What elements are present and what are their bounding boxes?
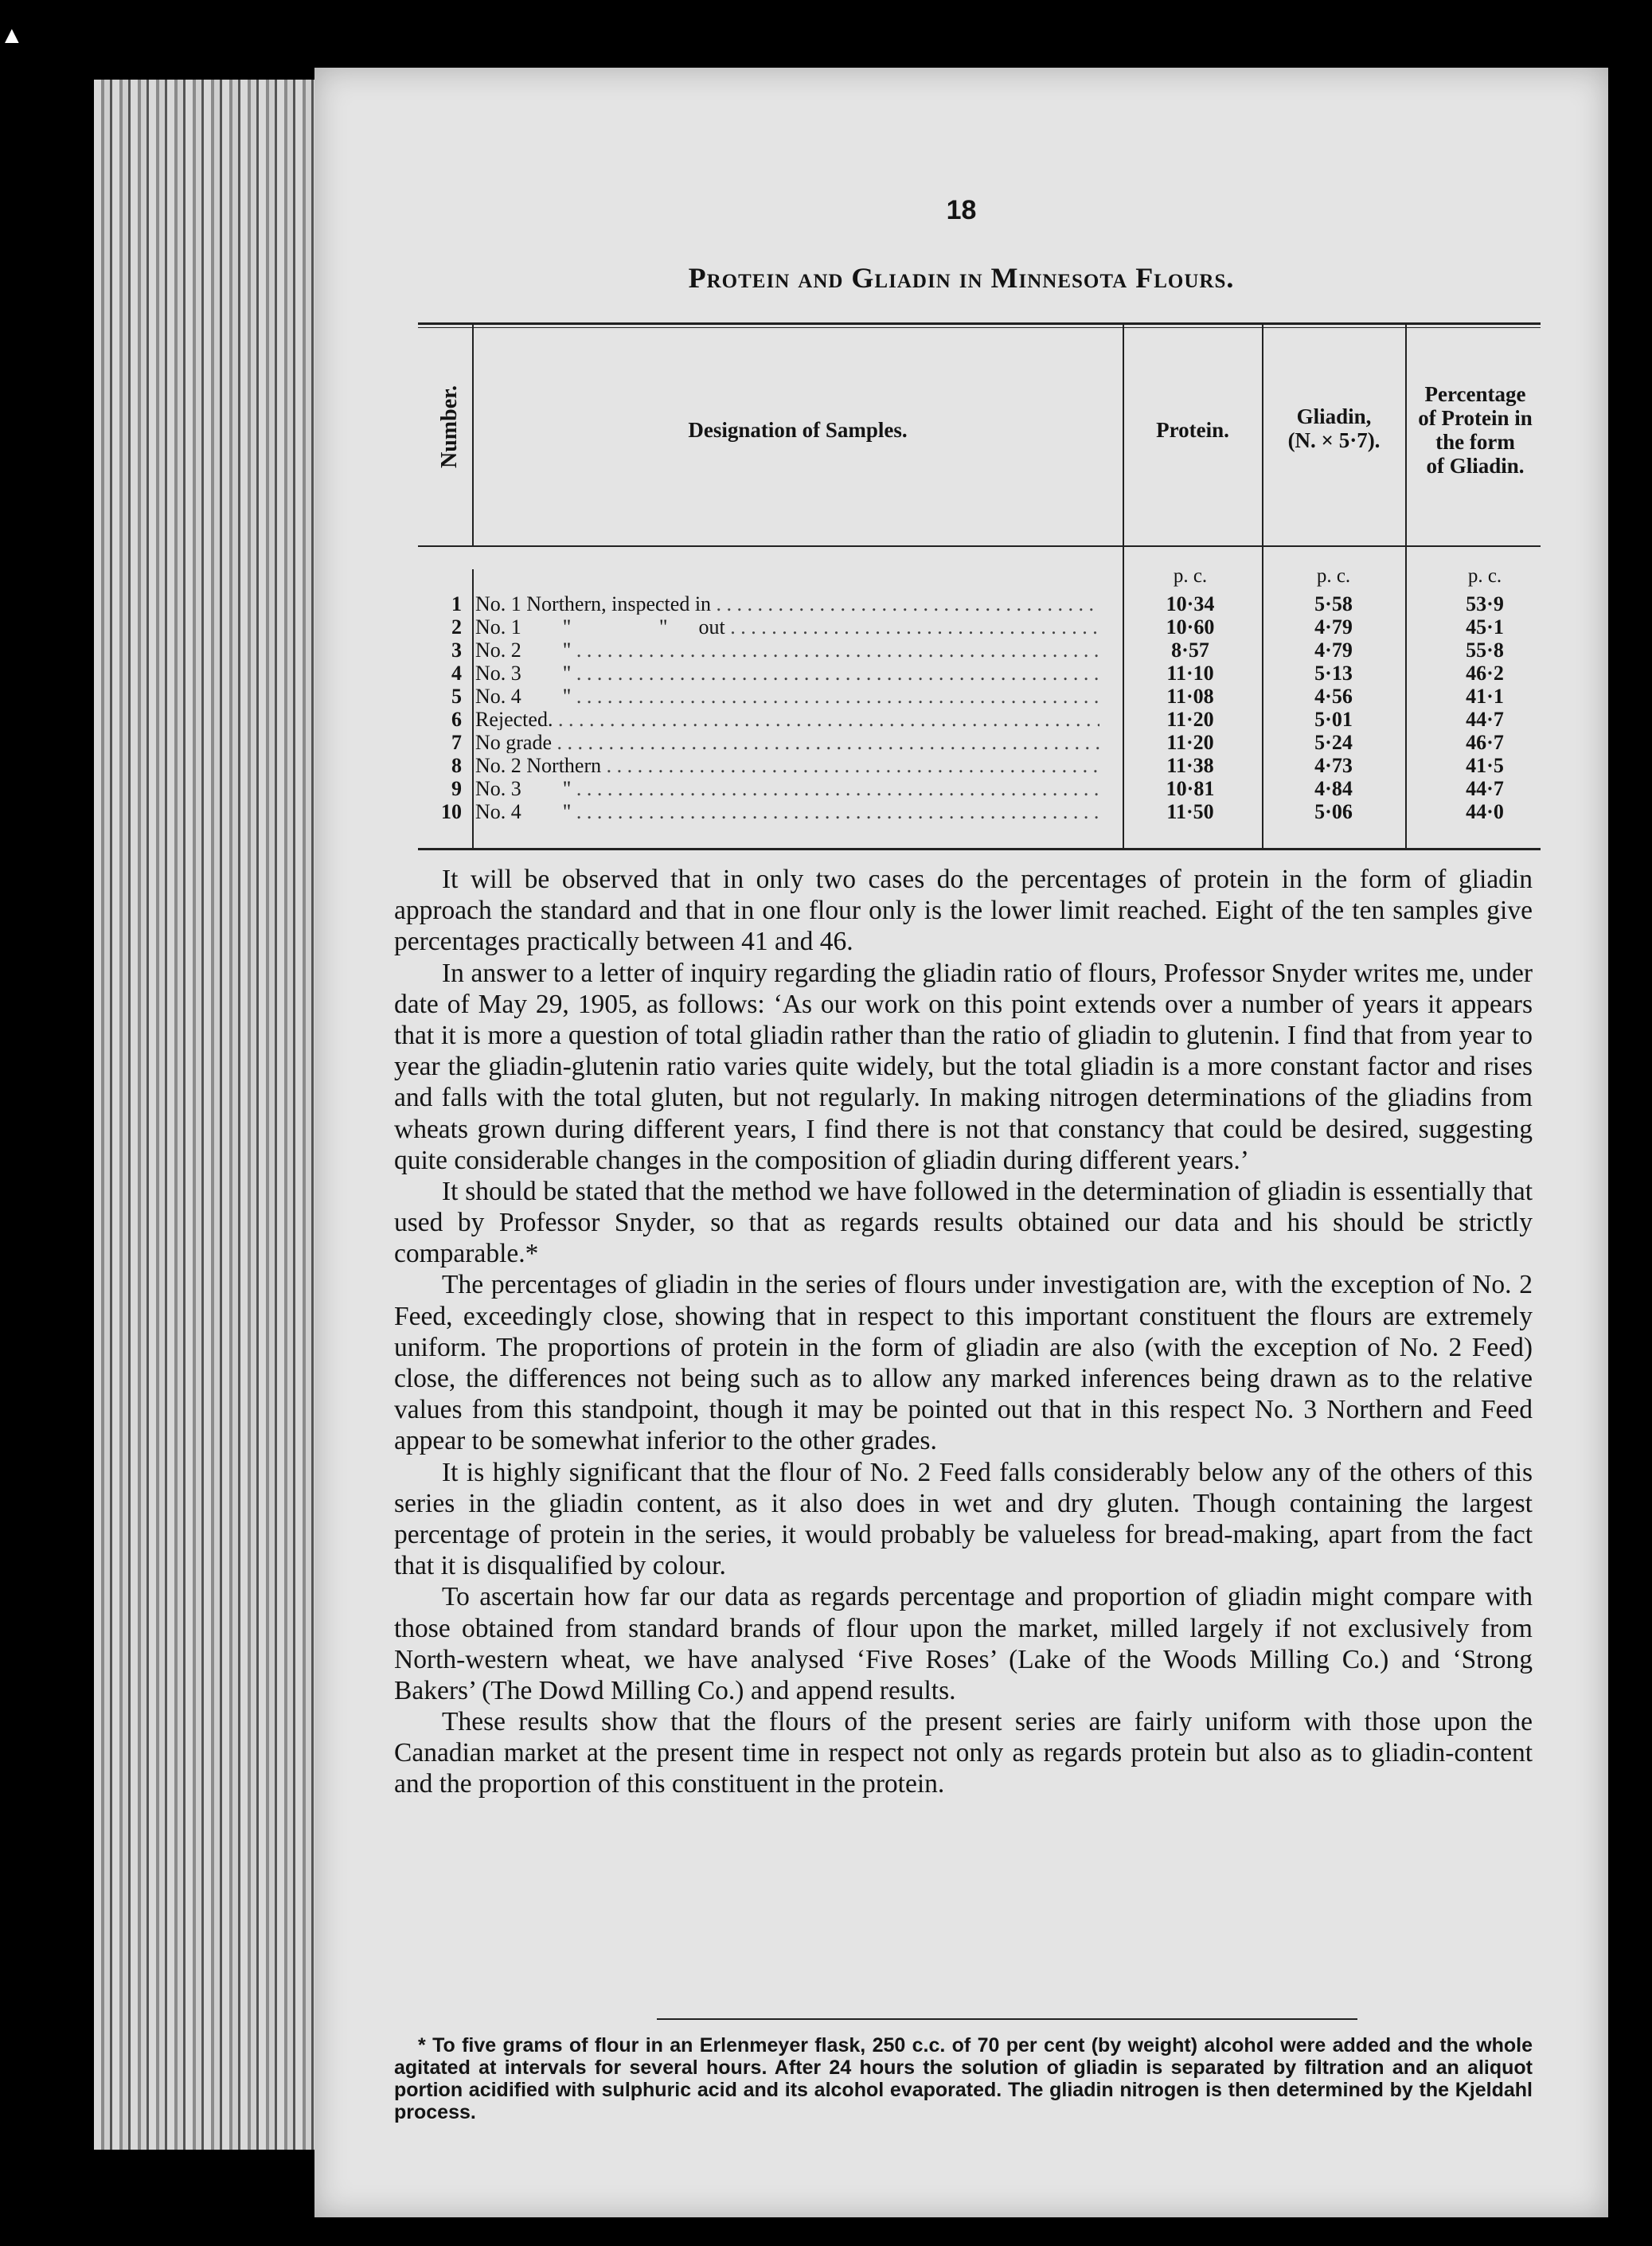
row-designation: No. 4 " . . . <box>475 686 1099 707</box>
row-protein: 11·20 <box>1166 708 1214 731</box>
table-row <box>418 709 1541 730</box>
book-page <box>314 68 1608 2217</box>
paragraph: It will be observed that in only two cases do the percentages of protein in the form of gliadin approach the standard and that in one flour only is the lower limit reached. Eight of the ten samples give percentages practically between 41 and 46. <box>394 865 1533 957</box>
table-top-rule <box>418 322 1541 325</box>
row-gliadin: 5·58 <box>1314 592 1353 615</box>
row-designation: No. 2 " . . . <box>475 639 1099 661</box>
page-number: 18 <box>946 195 977 225</box>
row-gliadin: 4·56 <box>1314 685 1353 708</box>
footnote-rule <box>657 2018 1357 2020</box>
table-row <box>418 662 1541 684</box>
paragraph: It is highly significant that the flour of No. 2 Feed falls considerably below any of the others of this series in the gliadin content, as it also does in wet and dry gluten. Though containing the largest percentage of protein in the series, it would probably be valueless for bread-making, apart from the fact that it is disqualified by colour. <box>394 1457 1533 1581</box>
paragraph: It should be stated that the method we have followed in the determination of gliadin is essentially that used by Professor Snyder, so that as regards results obtained our data and his should be strictly comparable.* <box>394 1176 1533 1269</box>
header-percentage-line: of Protein in <box>1418 406 1533 430</box>
paragraph: The percentages of gliadin in the series of flours under investigation are, with the exception of No. 2 Feed, exceedingly close, showing that in respect to this important constituent the flours are extremely uniform. The proportions of protein in the form of gliadin are also (with the exception of No. 2 Feed) close, the differences not being such as to allow any marked inferences being drawn as to the relative values from this standpoint, though it may be pointed out that in this respect No. 3 Northern and Feed appear to be somewhat inferior to the other grades. <box>394 1270 1533 1456</box>
row-protein: 10·81 <box>1166 777 1215 800</box>
header-number: Number. <box>437 385 462 468</box>
row-protein: 11·50 <box>1166 800 1214 823</box>
row-percentage: 44·0 <box>1466 800 1504 823</box>
row-percentage: 46·2 <box>1466 662 1504 685</box>
header-gliadin-line: (N. × 5·7). <box>1287 428 1381 452</box>
row-percentage: 44·7 <box>1466 777 1504 800</box>
row-protein: 8·57 <box>1171 639 1209 662</box>
table-header-rule <box>418 545 1541 547</box>
row-designation: No. 1 " " out . . . <box>475 616 1099 638</box>
row-protein: 11·08 <box>1166 685 1214 708</box>
row-gliadin: 4·73 <box>1314 754 1353 777</box>
header-percentage-line: of Gliadin. <box>1426 454 1525 478</box>
row-percentage: 46·7 <box>1466 731 1504 754</box>
table-row <box>418 778 1541 799</box>
unit-percentage: p. c. <box>1467 565 1502 587</box>
row-protein: 10·34 <box>1166 592 1215 615</box>
table-row <box>418 686 1541 707</box>
row-designation: No. 2 Northern . . . <box>475 755 1099 776</box>
row-designation: Rejected. . . . <box>475 709 1099 730</box>
row-designation: No. 3 " . . . <box>475 778 1099 799</box>
row-number: 1 <box>451 592 462 615</box>
table-row <box>418 616 1541 638</box>
header-designation: Designation of Samples. <box>688 418 908 442</box>
row-protein: 11·38 <box>1166 754 1214 777</box>
header-gliadin-line: Gliadin, <box>1296 404 1372 428</box>
book-page-edges <box>94 80 325 2150</box>
table-top-rule-thin <box>418 327 1541 328</box>
table-row <box>418 801 1541 822</box>
row-gliadin: 5·01 <box>1314 708 1353 731</box>
row-number: 4 <box>451 662 462 685</box>
row-number: 8 <box>451 754 462 777</box>
table-row <box>418 732 1541 753</box>
footnote-text: * To five grams of flour in an Erlenmeyer flask, 250 c.c. of 70 per cent (by weight) alcohol were added and the whole agitated at intervals for several hours. After 24 hours the solution of gliadin is separated by filtration and an aliquot portion acidified with sulphuric acid and its alcohol evaporated. The gliadin nitrogen is then determined by the Kjeldahl process. <box>394 2034 1533 2123</box>
row-gliadin: 4·84 <box>1314 777 1353 800</box>
row-designation: No. 4 " . . . <box>475 801 1099 822</box>
row-percentage: 41·1 <box>1466 685 1504 708</box>
row-gliadin: 5·24 <box>1314 731 1353 754</box>
body-text <box>394 864 1533 1800</box>
data-table <box>418 322 1541 856</box>
header-gliadin <box>1264 404 1404 452</box>
row-number: 9 <box>451 777 462 800</box>
row-designation: No. 3 " . . . <box>475 662 1099 684</box>
row-percentage: 55·8 <box>1466 639 1504 662</box>
corner-mark: ▲ <box>0 22 24 49</box>
table-title: Protein and Gliadin in Minnesota Flours. <box>688 262 1235 294</box>
header-percentage <box>1408 382 1543 478</box>
row-number: 6 <box>451 708 462 731</box>
paragraph: These results show that the flours of the present series are fairly uniform with those upon the Canadian market at the present time in respect not only as regards protein but also as to gliadin-content and the proportion of this constituent in the protein. <box>394 1707 1533 1799</box>
unit-gliadin: p. c. <box>1316 565 1351 587</box>
row-percentage: 41·5 <box>1466 754 1504 777</box>
row-percentage: 44·7 <box>1466 708 1504 731</box>
header-protein: Protein. <box>1156 418 1229 442</box>
table-row <box>418 755 1541 776</box>
row-gliadin: 5·06 <box>1314 800 1353 823</box>
header-percentage-line: Percentage <box>1424 382 1526 406</box>
row-gliadin: 4·79 <box>1314 615 1353 639</box>
footnote <box>394 2034 1533 2123</box>
row-number: 2 <box>451 615 462 639</box>
row-gliadin: 4·79 <box>1314 639 1353 662</box>
row-protein: 11·10 <box>1166 662 1214 685</box>
row-designation: No grade . . . <box>475 732 1099 753</box>
row-protein: 11·20 <box>1166 731 1214 754</box>
row-percentage: 45·1 <box>1466 615 1504 639</box>
table-row <box>418 593 1541 615</box>
header-percentage-line: the form <box>1435 430 1515 454</box>
table-row <box>418 639 1541 661</box>
row-designation: No. 1 Northern, inspected in . . . <box>475 593 1099 615</box>
unit-protein: p. c. <box>1173 565 1208 587</box>
row-protein: 10·60 <box>1166 615 1215 639</box>
row-number: 7 <box>451 731 462 754</box>
paragraph: To ascertain how far our data as regards percentage and proportion of gliadin might compare with those obtained from standard brands of flour upon the market, milled largely if not exclusively from North-western wheat, we have analysed ‘Five Roses’ (Lake of the Woods Milling Co.) and ‘Strong Bakers’ (The Dowd Milling Co.) and append results. <box>394 1582 1533 1705</box>
row-percentage: 53·9 <box>1466 592 1504 615</box>
paragraph: In answer to a letter of inquiry regarding the gliadin ratio of flours, Professor Snyder writes me, under date of May 29, 1905, as follows: ‘As our work on this point extends over a number of years it appears that it is more a question of total gliadin rather than the ratio of gliadin to glutenin. I find that from year to year the gliadin-glutenin ratio varies quite widely, but the total gliadin is a more constant factor and rises and falls with the total gluten, but not regularly. In making nitrogen determinations of the gliadins from wheats grown during different years, I find there is not that constancy that could be desired, suggesting quite considerable changes in the composition of gliadin during different years.’ <box>394 958 1533 1175</box>
row-number: 5 <box>451 685 462 708</box>
row-number: 3 <box>451 639 462 662</box>
row-gliadin: 5·13 <box>1314 662 1353 685</box>
row-number: 10 <box>441 800 462 823</box>
table-bottom-rule <box>418 848 1541 850</box>
table-column-rule <box>472 322 474 545</box>
